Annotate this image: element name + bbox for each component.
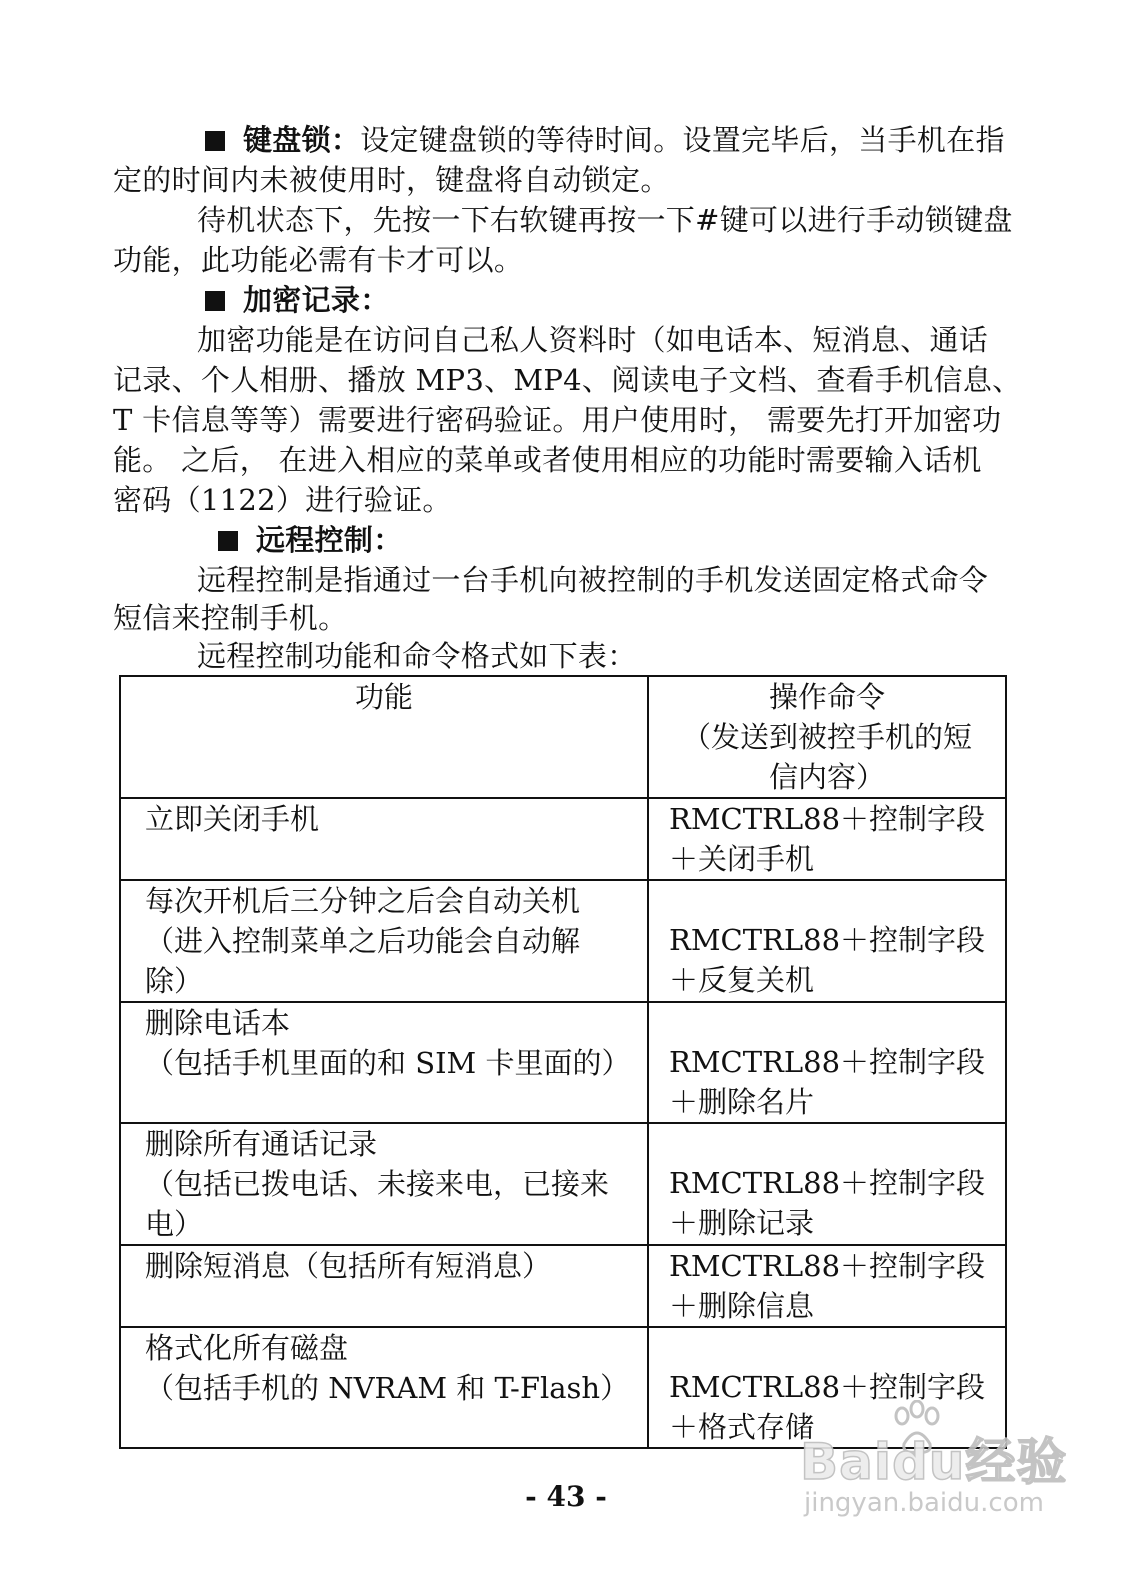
- header-command-cell: [648, 676, 1006, 798]
- table-row: [120, 880, 1006, 1002]
- keylock-heading-line: [205, 120, 1005, 160]
- baidu-watermark: [790, 1400, 1090, 1570]
- header-function-label: 功能: [354, 680, 413, 714]
- function-text: （包括手机里面的和 SIM 卡里面的）: [145, 1046, 631, 1080]
- remote-text-1: 远程控制是指通过一台手机向被控制的手机发送固定格式命令: [197, 563, 989, 597]
- table-row: [120, 1245, 1006, 1327]
- table-row: [120, 1002, 1006, 1123]
- function-text: 删除短消息（包括所有短消息）: [145, 1249, 552, 1283]
- command-text-1: RMCTRL88＋控制字段: [669, 1369, 986, 1404]
- command-text-2: ＋删除记录: [669, 1206, 815, 1240]
- page-number: - 43 -: [525, 1480, 607, 1513]
- keylock-text-4: 功能，此功能必需有卡才可以。: [113, 243, 524, 277]
- function-text: （包括手机的 NVRAM 和 T-Flash）: [145, 1371, 630, 1405]
- function-text: 格式化所有磁盘: [145, 1331, 349, 1365]
- command-text-2: ＋删除名片: [669, 1084, 815, 1119]
- function-cell: [120, 798, 648, 880]
- command-text-1: RMCTRL88＋控制字段: [669, 923, 986, 957]
- command-text-2: ＋删除信息: [669, 1289, 815, 1323]
- remote-text-2: 短信来控制手机。: [113, 601, 348, 635]
- function-cell: [120, 880, 648, 1002]
- function-cell: [120, 1002, 648, 1123]
- function-cell: [120, 1327, 648, 1448]
- header-function-cell: [120, 676, 648, 798]
- remote-title: 远程控制：: [256, 523, 403, 557]
- encrypt-text-3: T 卡信息等等）需要进行密码验证。用户使用时， 需要先打开加密功: [113, 403, 1002, 437]
- table-row: [120, 798, 1006, 880]
- command-cell: [648, 1002, 1006, 1123]
- square-bullet-icon: [218, 531, 238, 551]
- function-text: 除）: [145, 964, 204, 998]
- encrypt-text-5: 密码（1122）进行验证。: [113, 483, 452, 517]
- remote-command-table: [119, 675, 1007, 1449]
- function-text: 删除电话本: [145, 1006, 291, 1040]
- function-text: 立即关闭手机: [145, 802, 320, 836]
- encrypt-text-1: 加密功能是在访问自己私人资料时（如电话本、短消息、通话: [197, 323, 989, 357]
- function-text: 电）: [145, 1207, 204, 1241]
- table-header-row: [120, 676, 1006, 798]
- remote-text-3: 远程控制功能和命令格式如下表：: [197, 639, 637, 673]
- command-cell: [648, 1123, 1006, 1245]
- function-cell: [120, 1245, 648, 1327]
- encrypt-title: 加密记录：: [243, 283, 390, 317]
- function-text: （包括已拨电话、未接来电，已接来: [145, 1167, 610, 1201]
- remote-heading-line: [218, 520, 403, 560]
- command-cell: [648, 1245, 1006, 1327]
- square-bullet-icon: [205, 291, 225, 311]
- header-command-label-3: 信内容）: [768, 760, 885, 794]
- keylock-text-2: 定的时间内未被使用时，键盘将自动锁定。: [113, 163, 670, 197]
- header-command-label-1: 操作命令: [768, 680, 885, 714]
- command-text-1: RMCTRL88＋控制字段: [669, 1166, 986, 1200]
- command-text-1: RMCTRL88＋控制字段: [669, 1044, 986, 1079]
- function-text: （进入控制菜单之后功能会自动解: [145, 924, 581, 958]
- watermark-url: jingyan.baidu.com: [804, 1488, 1044, 1518]
- keylock-text-1: 设定键盘锁的等待时间。设置完毕后，当手机在指: [360, 123, 1005, 157]
- command-text-1: RMCTRL88＋控制字段: [669, 1249, 986, 1283]
- keylock-title: 键盘锁：: [243, 123, 361, 157]
- command-text-2: ＋关闭手机: [669, 842, 815, 876]
- function-text: 每次开机后三分钟之后会自动关机: [145, 884, 581, 918]
- command-cell: [648, 880, 1006, 1002]
- square-bullet-icon: [205, 131, 225, 151]
- table-row: [120, 1123, 1006, 1245]
- function-text: 删除所有通话记录: [145, 1127, 378, 1161]
- encrypt-heading-line: [205, 280, 390, 320]
- header-command-label-2: （发送到被控手机的短: [681, 720, 972, 754]
- command-cell: [648, 798, 1006, 880]
- encrypt-text-4: 能。 之后， 在进入相应的菜单或者使用相应的功能时需要输入话机: [113, 443, 982, 477]
- encrypt-text-2: 记录、个人相册、播放 MP3、MP4、阅读电子文档、查看手机信息、: [113, 363, 1022, 397]
- command-text-2: ＋反复关机: [669, 963, 815, 997]
- command-text-1: RMCTRL88＋控制字段: [669, 802, 986, 836]
- function-cell: [120, 1123, 648, 1245]
- command-text-2: ＋格式存储: [669, 1409, 815, 1444]
- watermark-brand: Baidu经验: [800, 1433, 1068, 1491]
- keylock-text-3: 待机状态下，先按一下右软键再按一下#键可以进行手动锁键盘: [197, 203, 1013, 237]
